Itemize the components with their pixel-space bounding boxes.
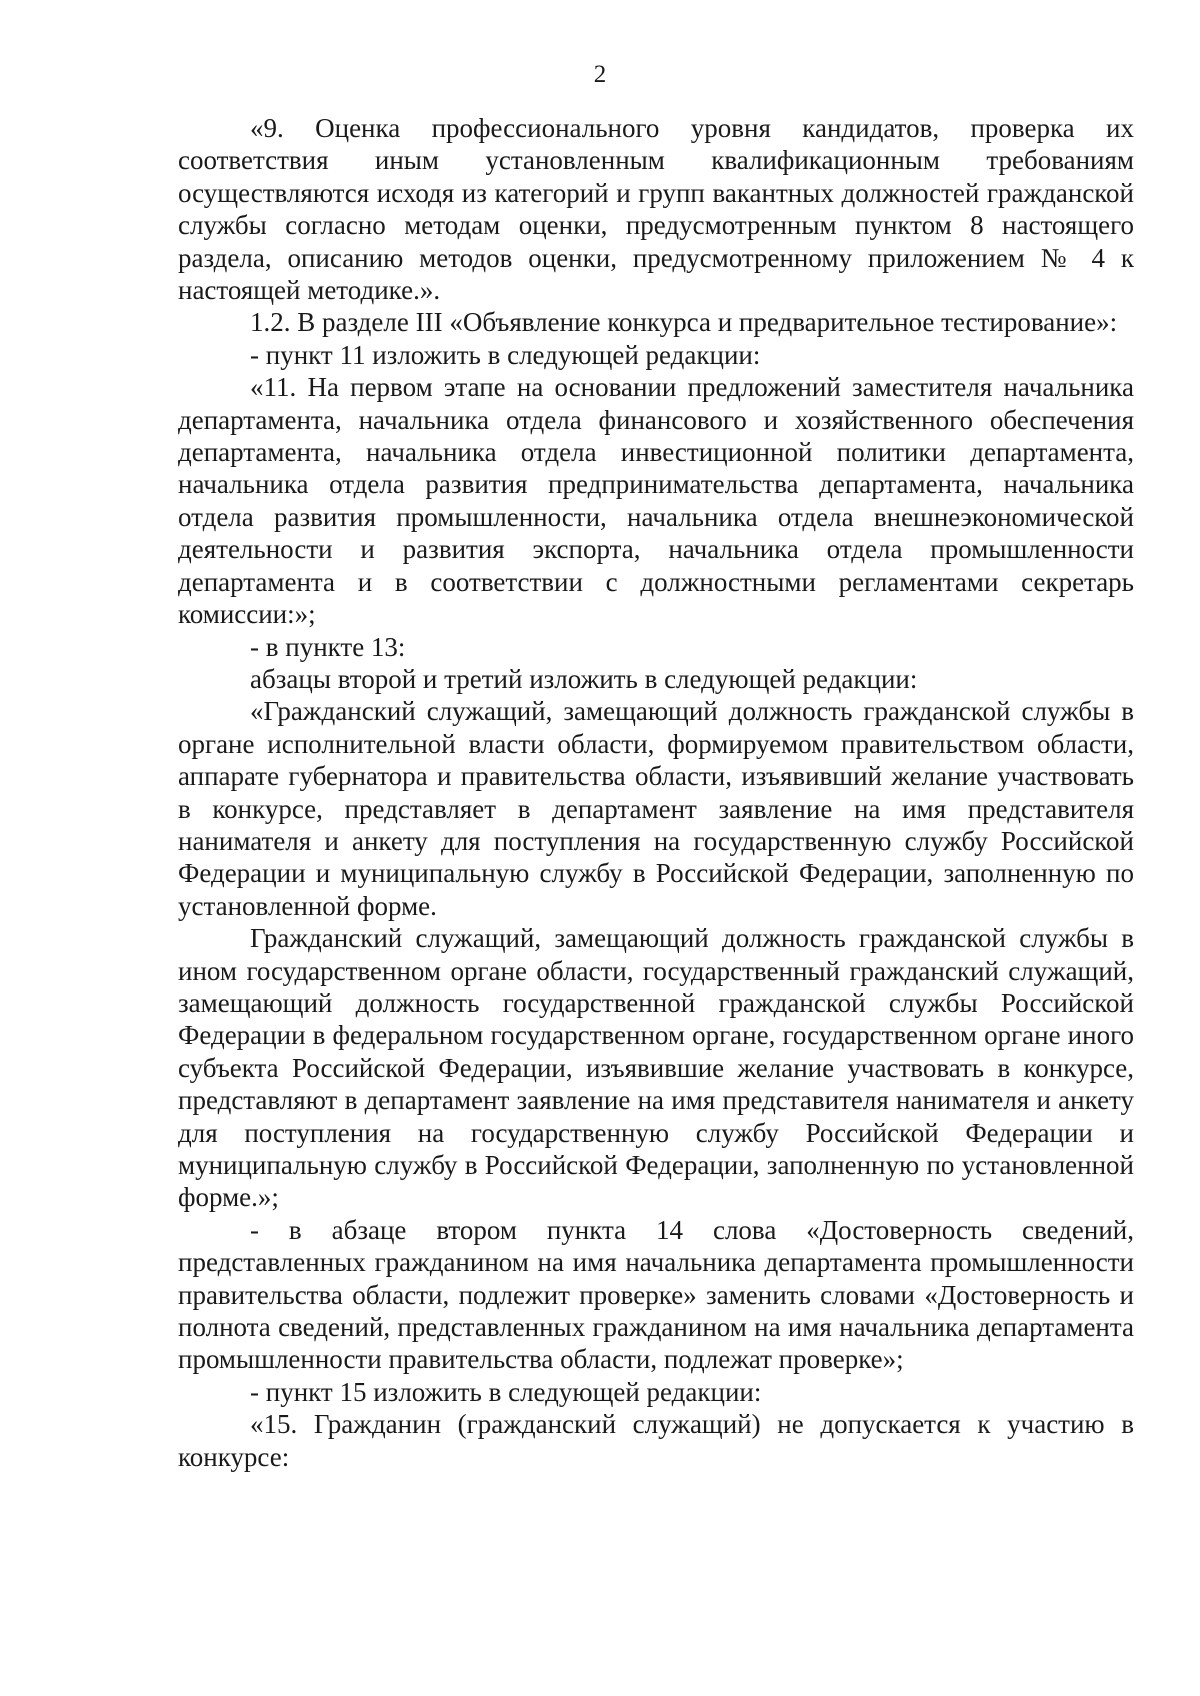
paragraph-civil-servant-2: Гражданский служащий, замещающий должность гражданской службы в ином государственном органе области, государственный гражданский служащий, замещающий должность государственной гражданской службы Российской Федерации в федеральном государственном органе, государственном органе иного субъекта Российской Федерации, изъявившие желание участвовать в конкурсе, представляют в департамент заявление на имя представителя нанимателя и анкету для поступления на государственную службу Российской Федерации и муниципальную службу в Российской Федерации, заполненную по установленной форме.»; <box>178 923 1134 1213</box>
paragraph-section-1-2: 1.2. В разделе III «Объявление конкурса и предварительное тестирование»: <box>250 307 1118 338</box>
paragraph-item-11: «11. На первом этапе на основании предложений заместителя начальника департамента, начальника отдела финансового и хозяйственного обеспечения департамента, начальника отдела инвестиционной политики департамента, начальника отдела развития предпринимательства департамента, начальника отдела развития промышленности, начальника отдела внешнеэкономической деятельности и развития экспорта, начальника отдела промышленности департамента и в соответствии с должностными регламентами секретарь комиссии:»; <box>178 372 1134 630</box>
paragraph-point-15-intro: - пункт 15 изложить в следующей редакции: <box>250 1376 762 1407</box>
paragraph-item-15: «15. Гражданин (гражданский служащий) не допускается к участию в конкурсе: <box>178 1409 1134 1472</box>
paragraph-point-14: - в абзаце втором пункта 14 слова «Достоверность сведений, представленных гражданином на имя начальника департамента промышленности правительства области, подлежит проверке» заменить словами «Достоверность и полнота сведений, представленных гражданином на имя начальника департамента промышленности правительства области, подлежат проверке»; <box>178 1214 1134 1375</box>
page-number: 2 <box>593 61 607 88</box>
paragraph-item-9: «9. Оценка профессионального уровня кандидатов, проверка их соответствия иным установленным квалификационным требованиям осуществляются исходя из категорий и групп вакантных должностей гражданской службы согласно методам оценки, предусмотренным пунктом 8 настоящего раздела, описанию методов оценки, предусмотренному приложением № 4 к настоящей методике.». <box>178 113 1134 306</box>
document-body <box>178 112 1134 1473</box>
paragraph-abzacy: абзацы второй и третий изложить в следующей редакции: <box>250 663 918 694</box>
paragraph-point-11-intro: - пункт 11 изложить в следующей редакции: <box>250 339 761 370</box>
paragraph-point-13-intro: - в пункте 13: <box>250 631 406 662</box>
paragraph-civil-servant-1: «Гражданский служащий, замещающий должность гражданской службы в органе исполнительной власти области, формируемом правительством области, аппарате губернатора и правительства области, изъявивший желание участвовать в конкурсе, представляет в департамент заявление на имя представителя нанимателя и анкету для поступления на государственную службу Российской Федерации и муниципальную службу в Российской Федерации, заполненную по установленной форме. <box>178 696 1134 921</box>
